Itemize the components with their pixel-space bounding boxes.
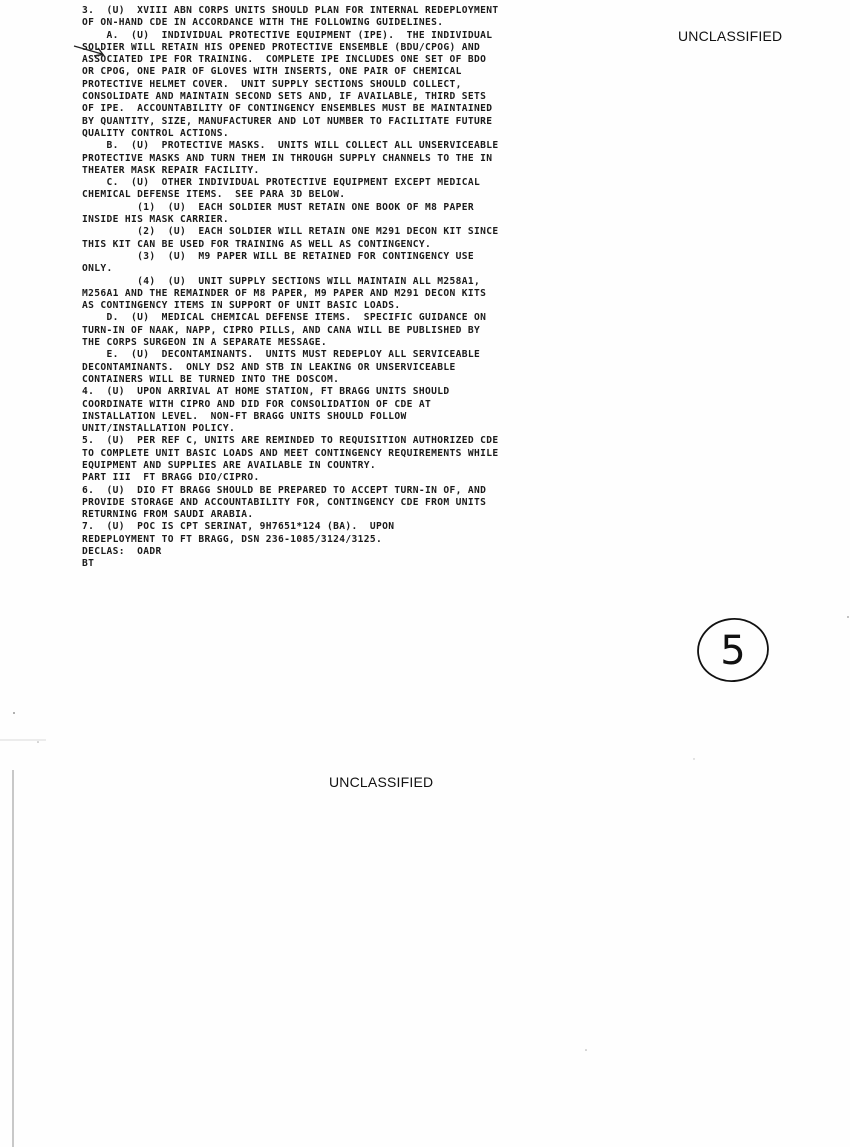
message-line: UNIT/INSTALLATION POLICY. [82,423,236,435]
message-line: 7. (U) POC IS CPT SERINAT, 9H7651*124 (BA). UPON [82,521,395,533]
message-line: PROTECTIVE HELMET COVER. UNIT SUPPLY SECTIONS SHOULD COLLECT, [82,78,462,90]
message-line: 3. (U) XVIII ABN CORPS UNITS SHOULD PLAN FOR INTERNAL REDEPLOYMENT [82,5,499,16]
message-line: OF ON-HAND CDE IN ACCORDANCE WITH THE FOLLOWING GUIDELINES. [82,17,444,29]
message-line: (2) (U) EACH SOLDIER WILL RETAIN ONE M291 DECON KIT SINCE [82,226,499,238]
message-line: (1) (U) EACH SOLDIER MUST RETAIN ONE BOOK OF M8 PAPER [82,201,475,213]
message-line: OF IPE. ACCOUNTABILITY OF CONTINGENCY ENSEMBLES MUST BE MAINTAINED [82,103,493,115]
message-line: C. (U) OTHER INDIVIDUAL PROTECTIVE EQUIPMENT EXCEPT MEDICAL [82,177,481,189]
message-line: TURN-IN OF NAAK, NAPP, CIPRO PILLS, AND CANA WILL BE PUBLISHED BY [82,324,481,336]
message-line: CHEMICAL DEFENSE ITEMS. SEE PARA 3D BELOW. [82,189,346,201]
handwritten-page-number-circle [694,612,774,692]
message-line: M256A1 AND THE REMAINDER OF M8 PAPER, M9 PAPER AND M291 DECON KITS [82,287,487,299]
classification-marking-top: UNCLASSIFIED [678,28,783,44]
message-line: ASSOCIATED IPE FOR TRAINING. COMPLETE IPE INCLUDES ONE SET OF BDO [82,54,487,66]
message-line: 4. (U) UPON ARRIVAL AT HOME STATION, FT BRAGG UNITS SHOULD [82,386,450,398]
message-line: 5. (U) PER REF C, UNITS ARE REMINDED TO REQUISITION AUTHORIZED CDE [82,435,499,447]
message-line: EQUIPMENT AND SUPPLIES ARE AVAILABLE IN COUNTRY. [82,459,377,471]
message-line: COORDINATE WITH CIPRO AND DID FOR CONSOLIDATION OF CDE AT [82,398,432,410]
handwritten-page-number: 5 [720,628,746,674]
message-line: BY QUANTITY, SIZE, MANUFACTURER AND LOT NUMBER TO FACILITATE FUTURE [82,115,493,127]
message-line: RETURNING FROM SAUDI ARABIA. [82,509,254,521]
message-line: AS CONTINGENCY ITEMS IN SUPPORT OF UNIT BASIC LOADS. [82,300,401,312]
classification-marking-bottom: UNCLASSIFIED [329,774,434,790]
message-line: CONSOLIDATE AND MAINTAIN SECOND SETS AND, IF AVAILABLE, THIRD SETS [82,91,487,103]
message-line: (4) (U) UNIT SUPPLY SECTIONS WILL MAINTAIN ALL M258A1, [82,275,481,287]
message-line: INSIDE HIS MASK CARRIER. [82,214,230,226]
message-line: PROTECTIVE MASKS AND TURN THEM IN THROUGH SUPPLY CHANNELS TO THE IN [82,152,493,164]
message-line: QUALITY CONTROL ACTIONS. [82,127,230,139]
message-line: THIS KIT CAN BE USED FOR TRAINING AS WELL AS CONTINGENCY. [82,238,432,250]
message-line: DECONTAMINANTS. ONLY DS2 AND STB IN LEAKING OR UNSERVICEABLE [82,361,456,373]
message-line: OR CPOG, ONE PAIR OF GLOVES WITH INSERTS, ONE PAIR OF CHEMICAL [82,66,462,78]
message-line: THEATER MASK REPAIR FACILITY. [82,164,260,176]
message-line: INSTALLATION LEVEL. NON-FT BRAGG UNITS SHOULD FOLLOW [82,410,407,422]
message-line: 6. (U) DIO FT BRAGG SHOULD BE PREPARED TO ACCEPT TURN-IN OF, AND [82,484,487,496]
scan-margin-artifact [12,770,14,1147]
message-line: E. (U) DECONTAMINANTS. UNITS MUST REDEPLOY ALL SERVICEABLE [82,349,481,361]
message-line: REDEPLOYMENT TO FT BRAGG, DSN 236-1085/3124/3125. [82,533,383,545]
message-line: TO COMPLETE UNIT BASIC LOADS AND MEET CONTINGENCY REQUIREMENTS WHILE [82,447,499,459]
message-line: PART III FT BRAGG DIO/CIPRO. [82,472,260,484]
message-line: THE CORPS SURGEON IN A SEPARATE MESSAGE. [82,337,328,349]
message-line: D. (U) MEDICAL CHEMICAL DEFENSE ITEMS. SPECIFIC GUIDANCE ON [82,312,487,324]
message-line: DECLAS: OADR [82,546,162,558]
teletype-message-body [82,5,682,571]
message-line: SOLDIER WILL RETAIN HIS OPENED PROTECTIVE ENSEMBLE (BDU/CPOG) AND [82,41,481,53]
message-line: (3) (U) M9 PAPER WILL BE RETAINED FOR CONTINGENCY USE [82,250,475,262]
handwritten-arrow-icon [72,40,112,62]
message-line: CONTAINERS WILL BE TURNED INTO THE DOSCOM. [82,373,340,385]
message-line: B. (U) PROTECTIVE MASKS. UNITS WILL COLLECT ALL UNSERVICEABLE [82,140,499,152]
message-line: ONLY. [82,263,113,275]
message-line: PROVIDE STORAGE AND ACCOUNTABILITY FOR, CONTINGENCY CDE FROM UNITS [82,496,487,508]
message-line: A. (U) INDIVIDUAL PROTECTIVE EQUIPMENT (IPE). THE INDIVIDUAL [82,29,493,41]
message-line: BT [82,558,95,570]
